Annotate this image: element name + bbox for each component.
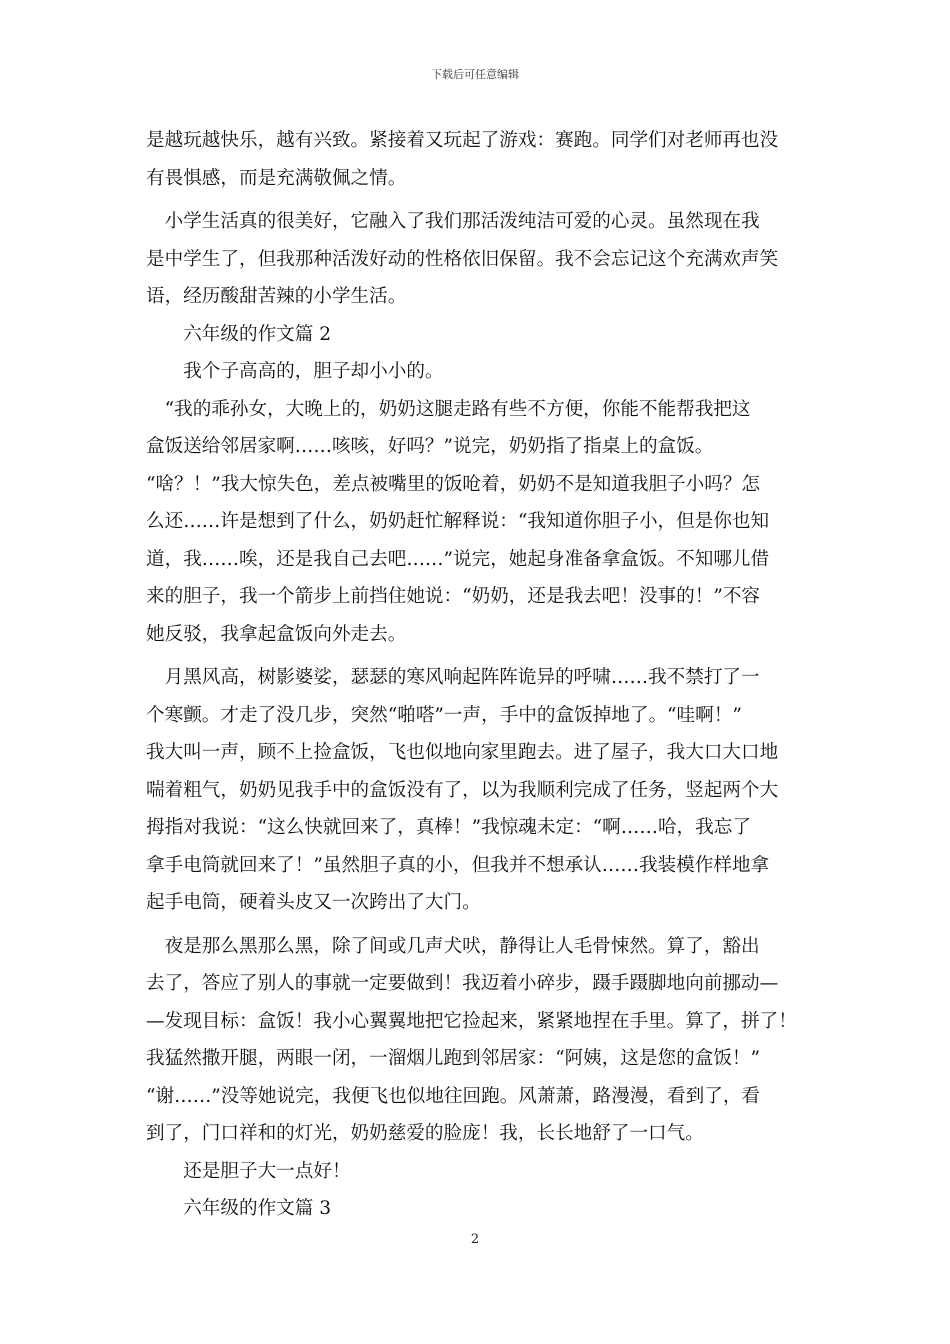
text-line: “我的乖孙女，大晚上的，奶奶这腿走路有些不方便，你能不能帮我把这 (146, 398, 751, 420)
text-line: 起手电筒，硬着头皮又一次跨出了大门。 (146, 892, 481, 913)
text-line: 有畏惧感，而是充满敬佩之情。 (146, 167, 407, 189)
text-line: 夜是那么黑那么黑，除了间或几声犬吠，静得让人毛骨悚然。算了，豁出 (146, 935, 760, 957)
text-line: 道，我……唉，还是我自己去吧……”说完，她起身准备拿盒饭。不知哪儿借 (146, 548, 770, 570)
text-line: 到了，门口祥和的灯光，奶奶慈爱的脸庞！我，长长地舒了一口气。 (146, 1123, 704, 1144)
text-line: 语，经历酸甜苦辣的小学生活。 (146, 286, 407, 307)
text-line: 是越玩越快乐，越有兴致。紧接着又玩起了游戏：赛跑。同学们对老师再也没 (146, 130, 779, 151)
text-line: 个寒颤。才走了没几步，突然“啪嗒”一声，手中的盒饭掉地了。“哇啊！” (146, 704, 742, 726)
text-line: 拇指对我说：“这么快就回来了，真棒！”我惊魂未定：“啊……哈，我忘了 (146, 817, 751, 838)
text-line: 盒饭送给邻居家啊……咳咳，好吗？”说完，奶奶指了指桌上的盒饭。 (146, 436, 714, 457)
text-line: 六年级的作文篇 2 (146, 323, 332, 345)
document-body (146, 122, 808, 1228)
text-line: 我猛然撒开腿，两眼一闭，一溜烟儿跑到邻居家：“阿姨，这是您的盒饭！” (146, 1048, 761, 1069)
text-line: “谢……”没等她说完，我便飞也似地往回跑。风萧萧，路漫漫，看到了，看 (146, 1085, 761, 1107)
text-line: “啥？！”我大惊失色，差点被嘴里的饭呛着，奶奶不是知道我胆子小吗？怎 (146, 473, 761, 495)
text-line: 拿手电筒就回来了！”虽然胆子真的小，但我并不想承认……我装模作样地拿 (146, 854, 770, 876)
text-line: 我大叫一声，顾不上捡盒饭，飞也似地向家里跑去。进了屋子，我大口大口地 (146, 742, 779, 763)
text-line: 么还……许是想到了什么，奶奶赶忙解释说：“我知道你胆子小，但是你也知 (146, 511, 770, 532)
text-line: 六年级的作文篇 3 (146, 1198, 332, 1219)
text-line: 去了，答应了别人的事就一定要做到！我迈着小碎步，蹑手蹑脚地向前挪动— (146, 973, 779, 994)
text-line: 是中学生了，但我那种活泼好动的性格依旧保留。我不会忘记这个充满欢声笑 (146, 248, 779, 270)
text-line: 她反驳，我拿起盒饭向外走去。 (146, 623, 407, 645)
text-line: 小学生活真的很美好，它融入了我们那活泼纯洁可爱的心灵。虽然现在我 (146, 211, 760, 232)
text-line: —发现目标：盒饭！我小心翼翼地把它捡起来，紧紧地捏在手里。算了，拼了！ (146, 1010, 797, 1032)
text-line: 我个子高高的，胆子却小小的。 (146, 361, 444, 382)
text-line: 来的胆子，我一个箭步上前挡住她说：“奶奶，还是我去吧！没事的！”不容 (146, 586, 761, 607)
text-line: 月黑风高，树影婆娑，瑟瑟的寒风响起阵阵诡异的呼啸……我不禁打了一 (146, 667, 760, 688)
page-number: 2 (470, 1232, 480, 1247)
page-header: 下载后可任意编辑 (431, 68, 519, 81)
text-line: 还是胆子大一点好！ (146, 1160, 351, 1182)
text-line: 喘着粗气，奶奶见我手中的盒饭没有了，以为我顺利完成了任务，竖起两个大 (146, 779, 779, 801)
